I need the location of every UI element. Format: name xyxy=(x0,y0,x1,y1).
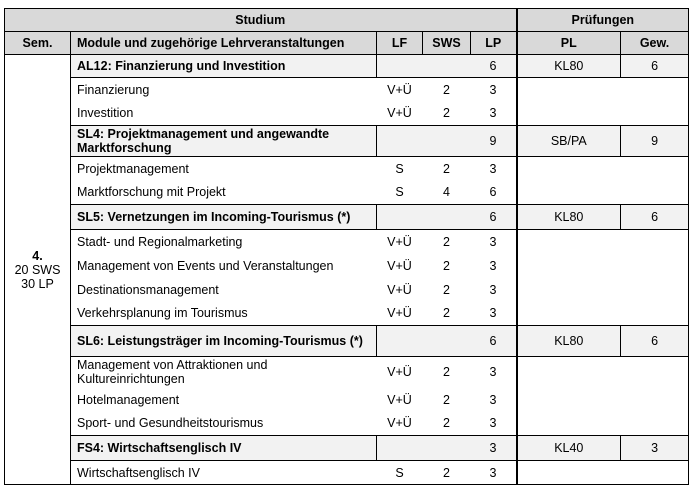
course-gew xyxy=(621,230,689,254)
module-lp: 3 xyxy=(471,436,517,461)
course-lf: V+Ü xyxy=(387,306,412,321)
module-lf xyxy=(377,326,423,357)
course-name: Sport- und Gesundheitstourismus xyxy=(71,412,377,436)
course-gew xyxy=(621,102,689,126)
course-name: Marktforschung mit Projekt xyxy=(71,181,377,205)
module-row xyxy=(5,126,689,157)
course-lf: V+Ü xyxy=(387,416,412,431)
course-name: Projektmanagement xyxy=(71,157,377,181)
module-gew: 3 xyxy=(621,436,689,461)
course-row xyxy=(5,181,689,205)
course-pl xyxy=(517,78,621,102)
course-lf: S xyxy=(395,185,404,200)
course-row xyxy=(5,157,689,181)
module-header: Module und zugehörige Lehrveranstaltungen xyxy=(71,32,377,55)
table-body xyxy=(5,55,689,485)
course-lf: V+Ü xyxy=(387,365,412,380)
course-lp: 3 xyxy=(471,230,517,254)
course-gew xyxy=(621,461,689,485)
module-sws xyxy=(423,436,471,461)
module-sws xyxy=(423,205,471,230)
course-lp: 3 xyxy=(471,254,517,278)
sem-header: Sem. xyxy=(5,32,71,55)
course-gew xyxy=(621,302,689,326)
module-lf xyxy=(377,436,423,461)
course-pl xyxy=(517,278,621,302)
course-pl xyxy=(517,102,621,126)
semester-sws: 20 SWS xyxy=(14,262,61,277)
course-gew xyxy=(621,278,689,302)
course-sws: 2 xyxy=(443,392,450,407)
course-row xyxy=(5,78,689,102)
course-lp: 3 xyxy=(471,357,517,388)
module-sws xyxy=(423,126,471,157)
course-gew xyxy=(621,157,689,181)
course-name: Management von Events und Veranstaltungen xyxy=(71,254,377,278)
module-row xyxy=(5,205,689,230)
course-lf: V+Ü xyxy=(387,82,412,97)
course-lp: 3 xyxy=(471,412,517,436)
course-pl xyxy=(517,181,621,205)
lf-header: LF xyxy=(377,32,423,55)
course-sws: 2 xyxy=(443,82,450,97)
course-name: Investition xyxy=(71,102,377,126)
course-sws: 2 xyxy=(443,306,450,321)
course-gew xyxy=(621,254,689,278)
course-pl xyxy=(517,357,621,388)
course-sws: 2 xyxy=(443,234,450,249)
module-pl: KL80 xyxy=(517,55,621,78)
module-lp: 9 xyxy=(471,126,517,157)
lp-header: LP xyxy=(471,32,517,55)
course-lp: 6 xyxy=(471,181,517,205)
course-gew xyxy=(621,388,689,412)
course-sws: 2 xyxy=(443,282,450,297)
module-gew: 9 xyxy=(621,126,689,157)
semester-number: 4. xyxy=(32,248,43,263)
course-name: Verkehrsplanung im Tourismus xyxy=(71,302,377,326)
course-gew xyxy=(621,357,689,388)
pl-header: PL xyxy=(517,32,621,55)
course-lf: S xyxy=(395,161,404,176)
module-name: AL12: Finanzierung und Investition xyxy=(71,55,377,78)
module-row xyxy=(5,55,689,78)
course-lf: V+Ü xyxy=(387,282,412,297)
course-lf: V+Ü xyxy=(387,106,412,121)
course-lp: 3 xyxy=(471,102,517,126)
pruefungen-header: Prüfungen xyxy=(517,9,689,32)
module-sws xyxy=(423,55,471,78)
module-name: FS4: Wirtschaftsenglisch IV xyxy=(71,436,377,461)
module-name: SL5: Vernetzungen im Incoming-Tourismus (*) xyxy=(71,205,377,230)
gew-header: Gew. xyxy=(621,32,689,55)
course-gew xyxy=(621,412,689,436)
module-sws xyxy=(423,326,471,357)
course-lf: V+Ü xyxy=(387,234,412,249)
course-sws: 4 xyxy=(443,185,450,200)
module-pl: KL80 xyxy=(517,326,621,357)
course-row xyxy=(5,302,689,326)
course-pl xyxy=(517,461,621,485)
course-row xyxy=(5,412,689,436)
course-name: Stadt- und Regionalmarketing xyxy=(71,230,377,254)
course-pl xyxy=(517,388,621,412)
course-sws: 2 xyxy=(423,461,471,485)
module-row xyxy=(5,436,689,461)
course-lf: S xyxy=(377,461,423,485)
course-sws: 2 xyxy=(443,416,450,431)
module-pl: KL40 xyxy=(517,436,621,461)
sws-header: SWS xyxy=(423,32,471,55)
course-sws: 2 xyxy=(443,106,450,121)
module-lp: 6 xyxy=(471,326,517,357)
course-row xyxy=(5,388,689,412)
course-row xyxy=(5,461,689,485)
course-sws: 2 xyxy=(443,258,450,273)
module-name: SL4: Projektmanagement und angewandte Marktforschung xyxy=(71,126,377,157)
module-gew: 6 xyxy=(621,55,689,78)
course-name: Hotelmanagement xyxy=(71,388,377,412)
studium-header: Studium xyxy=(5,9,517,32)
course-row xyxy=(5,230,689,254)
course-name: Wirtschaftsenglisch IV xyxy=(71,461,377,485)
module-gew: 6 xyxy=(621,205,689,230)
course-lp: 3 xyxy=(471,78,517,102)
module-lf xyxy=(377,55,423,78)
course-pl xyxy=(517,412,621,436)
course-lf: V+Ü xyxy=(387,258,412,273)
module-lp: 6 xyxy=(471,205,517,230)
module-name: SL6: Leistungsträger im Incoming-Tourismus (*) xyxy=(71,326,377,357)
module-pl: SB/PA xyxy=(517,126,621,157)
course-lp: 3 xyxy=(471,278,517,302)
course-lp: 3 xyxy=(471,388,517,412)
course-row xyxy=(5,357,689,388)
semester-lp: 30 LP xyxy=(21,276,54,291)
course-lf: V+Ü xyxy=(387,392,412,407)
course-row xyxy=(5,254,689,278)
course-row xyxy=(5,102,689,126)
course-gew xyxy=(621,181,689,205)
course-gew xyxy=(621,78,689,102)
course-pl xyxy=(517,302,621,326)
course-pl xyxy=(517,157,621,181)
module-gew: 6 xyxy=(621,326,689,357)
course-lp: 3 xyxy=(471,302,517,326)
course-sws: 2 xyxy=(443,161,450,176)
module-row xyxy=(5,326,689,357)
curriculum-table xyxy=(4,8,689,485)
course-lp: 3 xyxy=(471,157,517,181)
course-name: Destinationsmanagement xyxy=(71,278,377,302)
module-lf xyxy=(377,126,423,157)
course-lp: 3 xyxy=(471,461,517,485)
course-name: Finanzierung xyxy=(71,78,377,102)
course-pl xyxy=(517,230,621,254)
module-lf xyxy=(377,205,423,230)
course-row xyxy=(5,278,689,302)
course-pl xyxy=(517,254,621,278)
semester-cell xyxy=(5,55,71,485)
module-lp: 6 xyxy=(471,55,517,78)
course-sws: 2 xyxy=(443,365,450,380)
module-pl: KL80 xyxy=(517,205,621,230)
course-name: Management von Attraktionen und Kultureinrichtungen xyxy=(71,357,377,388)
